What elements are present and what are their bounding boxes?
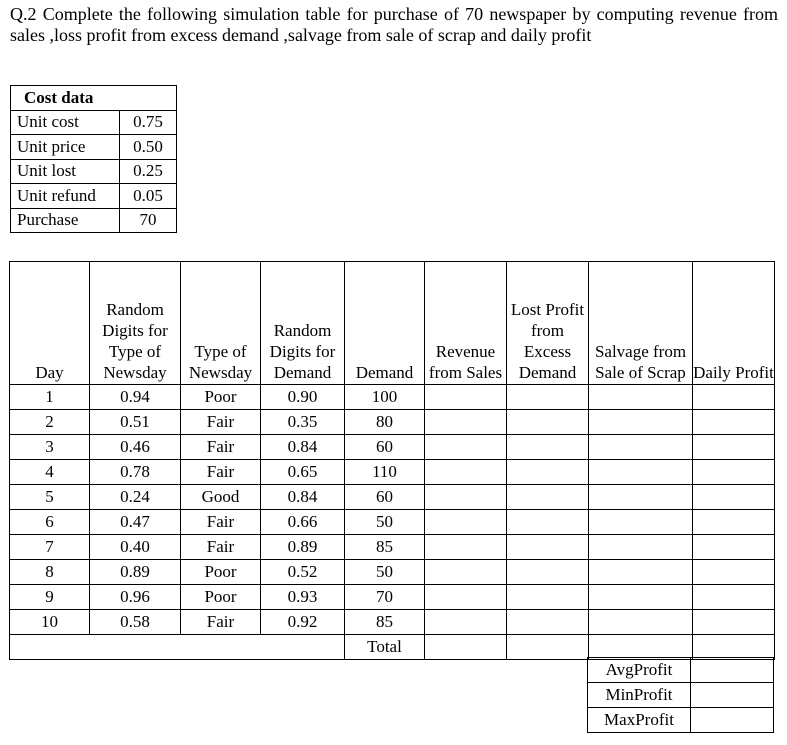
cost-label: Purchase bbox=[11, 208, 120, 233]
lost-profit-cell[interactable] bbox=[507, 535, 589, 560]
day-cell: 8 bbox=[10, 560, 90, 585]
cost-label: Unit cost bbox=[11, 110, 120, 135]
daily-profit-cell[interactable] bbox=[693, 535, 775, 560]
header-demand: Demand bbox=[345, 262, 425, 385]
cost-label: Unit lost bbox=[11, 159, 120, 184]
summary-table bbox=[587, 657, 774, 733]
cost-value: 0.25 bbox=[120, 159, 177, 184]
salvage-cell[interactable] bbox=[589, 510, 693, 535]
revenue-cell[interactable] bbox=[425, 460, 507, 485]
salvage-cell[interactable] bbox=[589, 535, 693, 560]
rd-demand-cell: 0.35 bbox=[261, 410, 345, 435]
revenue-cell[interactable] bbox=[425, 610, 507, 635]
demand-cell: 60 bbox=[345, 485, 425, 510]
cost-row bbox=[11, 135, 178, 160]
cost-row bbox=[11, 110, 178, 135]
daily-profit-cell[interactable] bbox=[693, 460, 775, 485]
rd-type-cell: 0.51 bbox=[90, 410, 181, 435]
daily-profit-cell[interactable] bbox=[693, 385, 775, 410]
rd-type-cell: 0.58 bbox=[90, 610, 181, 635]
type-cell: Fair bbox=[181, 610, 261, 635]
table-row bbox=[10, 485, 775, 510]
demand-cell: 60 bbox=[345, 435, 425, 460]
total-row bbox=[10, 635, 775, 660]
revenue-cell[interactable] bbox=[425, 485, 507, 510]
day-cell: 4 bbox=[10, 460, 90, 485]
lost-profit-cell[interactable] bbox=[507, 435, 589, 460]
daily-profit-cell[interactable] bbox=[693, 410, 775, 435]
cost-label: Unit price bbox=[11, 135, 120, 160]
header-lost-profit: Lost Profit from Excess Demand bbox=[507, 262, 589, 385]
lost-profit-cell[interactable] bbox=[507, 560, 589, 585]
total-label: Total bbox=[345, 635, 425, 660]
lost-profit-cell[interactable] bbox=[507, 485, 589, 510]
cost-value: 0.75 bbox=[120, 110, 177, 135]
rd-demand-cell: 0.89 bbox=[261, 535, 345, 560]
summary-row bbox=[588, 683, 774, 708]
type-cell: Fair bbox=[181, 435, 261, 460]
total-salvage-cell[interactable] bbox=[589, 635, 693, 660]
max-profit-label: MaxProfit bbox=[588, 708, 691, 733]
day-cell: 2 bbox=[10, 410, 90, 435]
lost-profit-cell[interactable] bbox=[507, 410, 589, 435]
rd-demand-cell: 0.90 bbox=[261, 385, 345, 410]
lost-profit-cell[interactable] bbox=[507, 585, 589, 610]
day-cell: 6 bbox=[10, 510, 90, 535]
salvage-cell[interactable] bbox=[589, 460, 693, 485]
daily-profit-cell[interactable] bbox=[693, 585, 775, 610]
table-row bbox=[10, 410, 775, 435]
rd-type-cell: 0.24 bbox=[90, 485, 181, 510]
summary-row bbox=[588, 708, 774, 733]
type-cell: Poor bbox=[181, 560, 261, 585]
salvage-cell[interactable] bbox=[589, 435, 693, 460]
header-rd-type: Random Digits for Type of Newsday bbox=[90, 262, 181, 385]
cost-row bbox=[11, 184, 178, 209]
demand-cell: 100 bbox=[345, 385, 425, 410]
type-cell: Fair bbox=[181, 460, 261, 485]
day-cell: 5 bbox=[10, 485, 90, 510]
rd-demand-cell: 0.66 bbox=[261, 510, 345, 535]
max-profit-cell[interactable] bbox=[691, 708, 774, 733]
salvage-cell[interactable] bbox=[589, 385, 693, 410]
salvage-cell[interactable] bbox=[589, 410, 693, 435]
type-cell: Poor bbox=[181, 585, 261, 610]
simulation-table bbox=[9, 261, 775, 660]
rd-type-cell: 0.40 bbox=[90, 535, 181, 560]
type-cell: Fair bbox=[181, 410, 261, 435]
avg-profit-cell[interactable] bbox=[691, 658, 774, 683]
type-cell: Fair bbox=[181, 535, 261, 560]
cost-data-table bbox=[10, 85, 178, 233]
rd-type-cell: 0.78 bbox=[90, 460, 181, 485]
min-profit-label: MinProfit bbox=[588, 683, 691, 708]
revenue-cell[interactable] bbox=[425, 585, 507, 610]
revenue-cell[interactable] bbox=[425, 435, 507, 460]
table-row bbox=[10, 610, 775, 635]
rd-type-cell: 0.94 bbox=[90, 385, 181, 410]
rd-demand-cell: 0.65 bbox=[261, 460, 345, 485]
header-revenue: Revenue from Sales bbox=[425, 262, 507, 385]
total-row-blank bbox=[10, 635, 90, 660]
demand-cell: 70 bbox=[345, 585, 425, 610]
header-rd-demand: Random Digits for Demand bbox=[261, 262, 345, 385]
salvage-cell[interactable] bbox=[589, 610, 693, 635]
table-row bbox=[10, 385, 775, 410]
rd-type-cell: 0.96 bbox=[90, 585, 181, 610]
cost-value: 0.50 bbox=[120, 135, 177, 160]
daily-profit-cell[interactable] bbox=[693, 560, 775, 585]
avg-profit-label: AvgProfit bbox=[588, 658, 691, 683]
table-row bbox=[10, 560, 775, 585]
min-profit-cell[interactable] bbox=[691, 683, 774, 708]
header-day: Day bbox=[10, 262, 90, 385]
rd-type-cell: 0.47 bbox=[90, 510, 181, 535]
cost-data-title: Cost data bbox=[11, 86, 177, 111]
type-cell: Fair bbox=[181, 510, 261, 535]
table-row bbox=[10, 510, 775, 535]
total-row-blank bbox=[90, 635, 181, 660]
demand-cell: 85 bbox=[345, 610, 425, 635]
lost-profit-cell[interactable] bbox=[507, 460, 589, 485]
lost-profit-cell[interactable] bbox=[507, 385, 589, 410]
cost-label: Unit refund bbox=[11, 184, 120, 209]
header-type: Type of Newsday bbox=[181, 262, 261, 385]
header-salvage: Salvage from Sale of Scrap bbox=[589, 262, 693, 385]
type-cell: Good bbox=[181, 485, 261, 510]
cost-row bbox=[11, 159, 178, 184]
day-cell: 7 bbox=[10, 535, 90, 560]
day-cell: 10 bbox=[10, 610, 90, 635]
revenue-cell[interactable] bbox=[425, 410, 507, 435]
revenue-cell[interactable] bbox=[425, 535, 507, 560]
lost-profit-cell[interactable] bbox=[507, 510, 589, 535]
summary-row bbox=[588, 658, 774, 683]
daily-profit-cell[interactable] bbox=[693, 610, 775, 635]
rd-demand-cell: 0.93 bbox=[261, 585, 345, 610]
rd-type-cell: 0.46 bbox=[90, 435, 181, 460]
header-daily-profit: Daily Profit bbox=[693, 262, 775, 385]
table-row bbox=[10, 460, 775, 485]
total-daily-profit-cell[interactable] bbox=[693, 635, 775, 660]
daily-profit-cell[interactable] bbox=[693, 435, 775, 460]
demand-cell: 50 bbox=[345, 560, 425, 585]
table-row bbox=[10, 435, 775, 460]
rd-demand-cell: 0.84 bbox=[261, 435, 345, 460]
cost-value: 70 bbox=[120, 208, 177, 233]
table-row bbox=[10, 585, 775, 610]
total-row-blank bbox=[181, 635, 261, 660]
day-cell: 1 bbox=[10, 385, 90, 410]
revenue-cell[interactable] bbox=[425, 510, 507, 535]
rd-demand-cell: 0.52 bbox=[261, 560, 345, 585]
rd-type-cell: 0.89 bbox=[90, 560, 181, 585]
demand-cell: 110 bbox=[345, 460, 425, 485]
cost-value: 0.05 bbox=[120, 184, 177, 209]
salvage-cell[interactable] bbox=[589, 560, 693, 585]
demand-cell: 80 bbox=[345, 410, 425, 435]
question-text: Q.2 Complete the following simulation table for purchase of 70 newspaper by computing revenue from sales ,loss profit from excess demand ,salvage from sale of scrap and daily profit bbox=[10, 4, 778, 45]
day-cell: 3 bbox=[10, 435, 90, 460]
total-revenue-cell[interactable] bbox=[425, 635, 507, 660]
total-lost-profit-cell[interactable] bbox=[507, 635, 589, 660]
salvage-cell[interactable] bbox=[589, 585, 693, 610]
revenue-cell[interactable] bbox=[425, 385, 507, 410]
demand-cell: 50 bbox=[345, 510, 425, 535]
daily-profit-cell[interactable] bbox=[693, 485, 775, 510]
revenue-cell[interactable] bbox=[425, 560, 507, 585]
salvage-cell[interactable] bbox=[589, 485, 693, 510]
rd-demand-cell: 0.84 bbox=[261, 485, 345, 510]
cost-row bbox=[11, 208, 178, 233]
day-cell: 9 bbox=[10, 585, 90, 610]
total-row-blank bbox=[261, 635, 345, 660]
type-cell: Poor bbox=[181, 385, 261, 410]
rd-demand-cell: 0.92 bbox=[261, 610, 345, 635]
table-row bbox=[10, 535, 775, 560]
demand-cell: 85 bbox=[345, 535, 425, 560]
lost-profit-cell[interactable] bbox=[507, 610, 589, 635]
daily-profit-cell[interactable] bbox=[693, 510, 775, 535]
